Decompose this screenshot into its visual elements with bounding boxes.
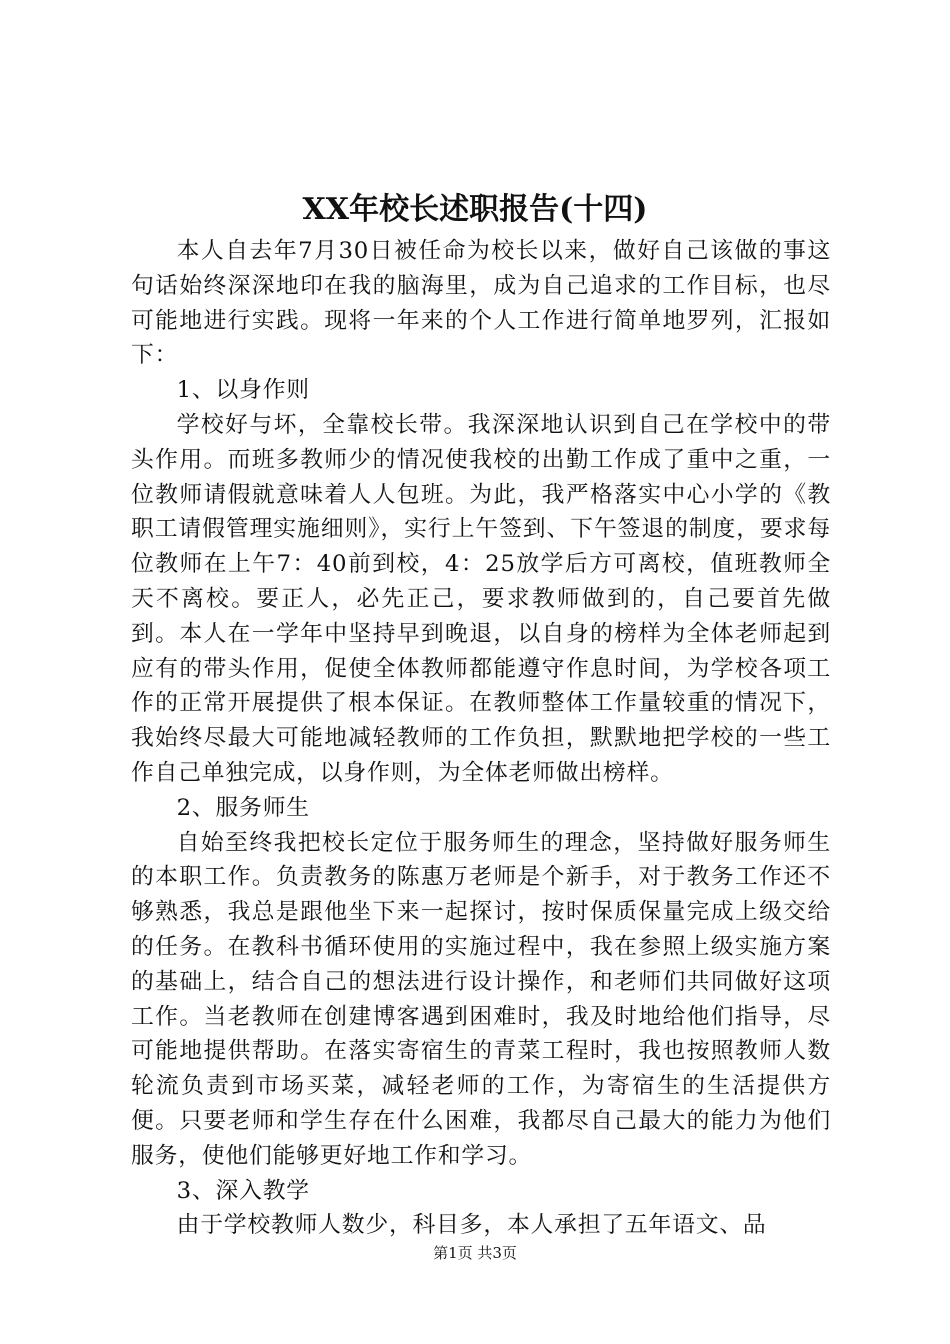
section-heading-lead-by-example: 1、以身作则 (176, 377, 310, 404)
teaching-paragraph: 由于学校教师人数少，科目多，本人承担了五年语文、品 (176, 1212, 767, 1239)
document-body (131, 234, 831, 1243)
intro-paragraph: 本人自去年7月30日被任命为校长以来，做好自己该做的事这句话始终深深地印在我的脑海里，成为自己追求的工作目标，也尽可能地进行实践。现将一年来的个人工作进行简单地罗列，汇报如下： (131, 238, 831, 369)
section-heading-teaching: 3、深入教学 (176, 1177, 310, 1204)
serve-teachers-students-paragraph: 自始至终我把校长定位于服务师生的理念，坚持做好服务师生的本职工作。负责教务的陈惠万老师是个新手，对于教务工作还不够熟悉，我总是跟他坐下来一起探讨，按时保质保量完成上级交给的任务。在教科书循环使用的实施过程中，我在参照上级实施方案的基础上，结合自己的想法进行设计操作，和老师们共同做好这项工作。当老教师在创建博客遇到困难时，我及时地给他们指导，尽可能地提供帮助。在落实寄宿生的青菜工程时，我也按照教师人数轮流负责到市场买菜，减轻老师的工作，为寄宿生的生活提供方便。只要老师和学生存在什么困难，我都尽自己最大的能力为他们服务，使他们能够更好地工作和学习。 (131, 829, 831, 1169)
document-title: XX年校长述职报告(十四) (302, 192, 648, 227)
page-footer: 第1页 共3页 (433, 1244, 517, 1262)
section-heading-serve-teachers-students: 2、服务师生 (176, 794, 310, 821)
lead-by-example-paragraph: 学校好与坏，全靠校长带。我深深地认识到自己在学校中的带头作用。而班多教师少的情况使我校的出勤工作成了重中之重，一位教师请假就意味着人人包班。为此，我严格落实中心小学的《教职工请假管理实施细则》，实行上午签到、下午签退的制度，要求每位教师在上午7：40前到校，4：25放学后方可离校，值班教师全天不离校。要正人，必先正己，要求教师做到的，自己要首先做到。本人在一学年中坚持早到晚退，以自身的榜样为全体老师起到应有的带头作用，促使全体教师都能遵守作息时间，为学校各项工作的正常开展提供了根本保证。在教师整体工作量较重的情况下，我始终尽最大可能地减轻教师的工作负担，默默地把学校的一些工作自己单独完成，以身作则，为全体老师做出榜样。 (131, 411, 831, 786)
